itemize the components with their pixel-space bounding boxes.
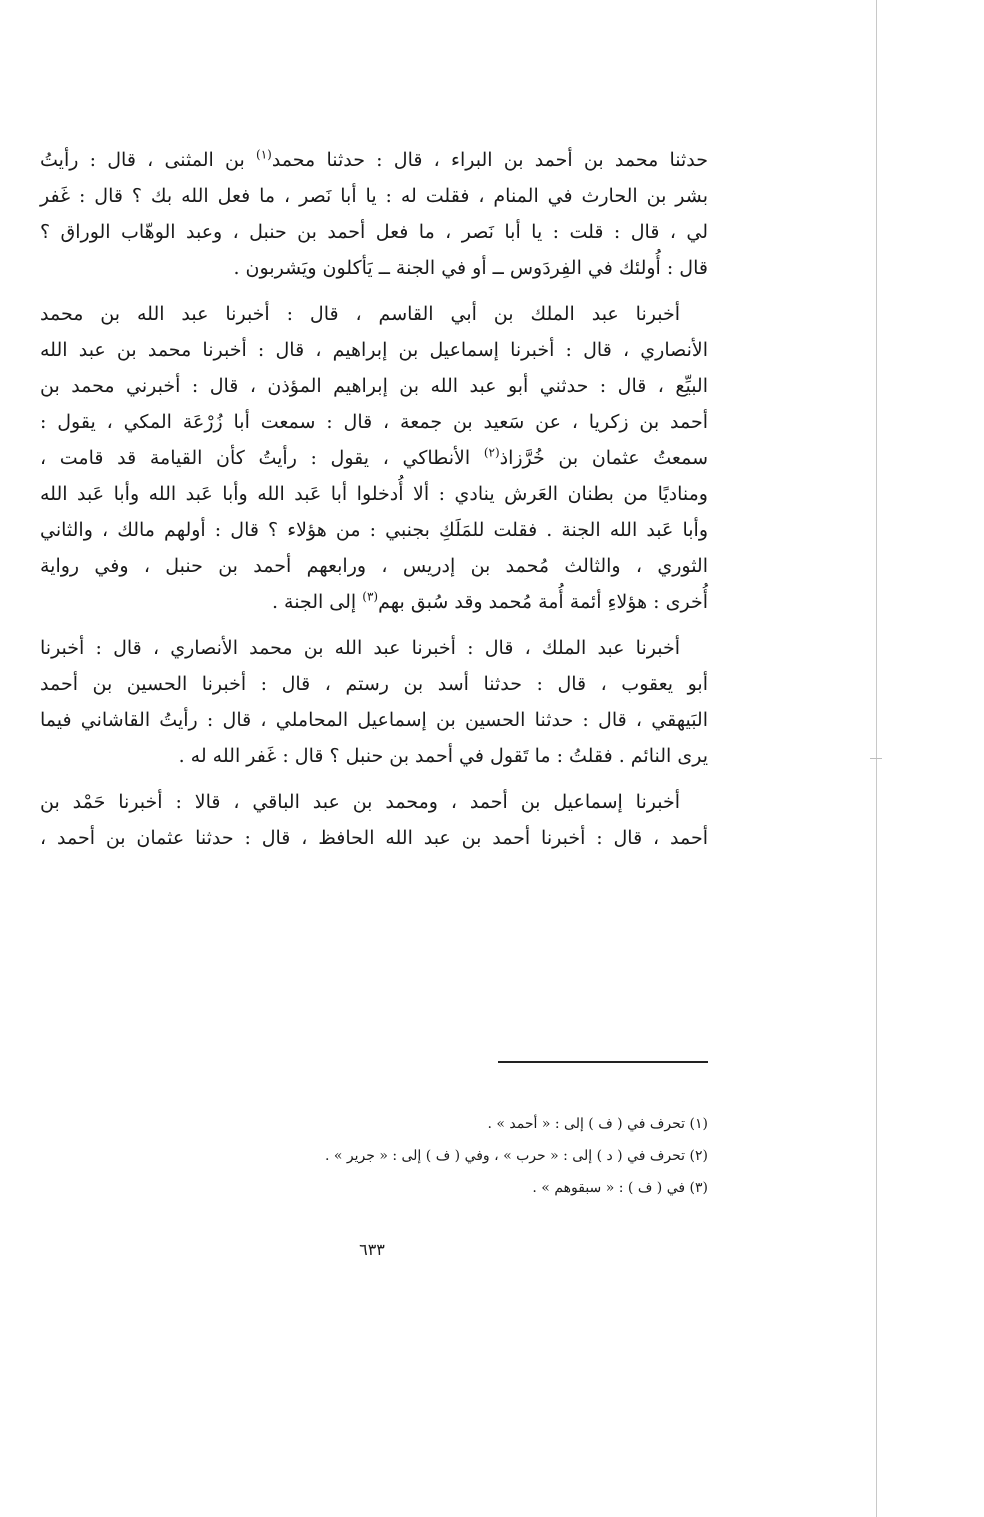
paragraph bbox=[40, 142, 708, 286]
main-text bbox=[40, 142, 708, 856]
text-line bbox=[40, 142, 708, 178]
text-line bbox=[40, 476, 708, 512]
paragraph-gap bbox=[40, 620, 708, 630]
text-run: أخبرنا عبد الملك ، قال : أخبرنا عبد الله بن محمد الأنصاري ، قال : أخبرنا bbox=[40, 637, 680, 659]
text-run: ومناديًا من بطنان العَرش ينادي : ألا أُدخلوا أبا عَبد الله وأبا عَبد الله وأبا عَبد الله bbox=[40, 483, 708, 505]
text-run: أبو يعقوب ، قال : حدثنا أسد بن رستم ، قال : أخبرنا الحسين بن أحمد bbox=[40, 673, 708, 695]
paragraph bbox=[40, 784, 708, 856]
text-line bbox=[40, 820, 708, 856]
paragraph bbox=[40, 296, 708, 620]
text-run: أخبرنا عبد الملك بن أبي القاسم ، قال : أخبرنا عبد الله بن محمد bbox=[40, 303, 680, 325]
text-line bbox=[40, 784, 708, 820]
text-line bbox=[40, 332, 708, 368]
footnote-3: (٣) في ( ف ) : « سبقوهم » . bbox=[532, 1180, 708, 1196]
footnote-1: (١) تحرف في ( ف ) إلى : « أحمد » . bbox=[487, 1116, 708, 1132]
text-run: إلى الجنة . bbox=[271, 591, 363, 613]
text-line bbox=[40, 666, 708, 702]
footnote-marker: (٢) bbox=[483, 445, 500, 460]
text-run: بشر بن الحارث في المنام ، فقلت له : يا أبا نَصر ، ما فعل الله بك ؟ قال : غَفر bbox=[40, 185, 708, 207]
text-line bbox=[40, 548, 708, 584]
text-run: الأنصاري ، قال : أخبرنا إسماعيل بن إبراهيم ، قال : أخبرنا محمد بن عبد الله bbox=[40, 339, 708, 361]
text-line bbox=[40, 214, 708, 250]
page-number: ٦٣٣ bbox=[359, 1240, 385, 1259]
text-run: البَيهقي ، قال : حدثنا الحسين بن إسماعيل المحاملي ، قال : رأيتُ القاشاني فيما bbox=[40, 709, 708, 731]
text-line bbox=[40, 738, 708, 774]
text-line bbox=[40, 250, 708, 286]
text-run: يرى النائم . فقلتُ : ما تَقول في أحمد بن حنبل ؟ قال : غَفر الله له . bbox=[178, 745, 708, 767]
text-run: الثوري ، والثالث مُحمد بن إدريس ، ورابعهم أحمد بن حنبل ، وفي رواية bbox=[40, 555, 708, 577]
text-line bbox=[40, 584, 708, 620]
text-line bbox=[40, 368, 708, 404]
footnote-marker: (٣) bbox=[362, 589, 379, 604]
text-run: البيِّع ، قال : حدثني أبو عبد الله بن إبراهيم المؤذن ، قال : أخبرني محمد بن bbox=[40, 375, 708, 397]
footnotes bbox=[200, 1108, 708, 1204]
text-run: أحمد بن زكريا ، عن سَعيد بن جمعة ، قال : سمعت أبا زُرْعَة المكي ، يقول : bbox=[40, 411, 708, 433]
text-run: أخبرنا إسماعيل بن أحمد ، ومحمد بن عبد الباقي ، قالا : أخبرنا حَمْد بن bbox=[40, 791, 680, 813]
text-run: قال : أُولئك في الفِردَوس ــ أو في الجنة ــ يَأكلون ويَشربون . bbox=[233, 257, 708, 279]
footnote-separator bbox=[498, 1061, 708, 1063]
scan-edge-tick bbox=[870, 758, 882, 759]
text-line bbox=[40, 296, 708, 332]
text-line bbox=[40, 404, 708, 440]
text-line bbox=[40, 512, 708, 548]
text-line bbox=[40, 178, 708, 214]
text-run: لي ، قال : قلت : يا أبا نَصر ، ما فعل أحمد بن حنبل ، وعبد الوهّاب الوراق ؟ bbox=[40, 221, 708, 243]
text-run: الأنطاكي ، يقول : رأيتُ كأن القيامة قد قامت ، bbox=[40, 447, 484, 469]
footnote-marker: (١) bbox=[256, 147, 272, 162]
text-run: أحمد ، قال : أخبرنا أحمد بن عبد الله الحافظ ، قال : حدثنا عثمان بن أحمد ، bbox=[40, 827, 708, 849]
text-run: سمعتُ عثمان بن خُرَّزاذ bbox=[499, 447, 708, 469]
text-run: أُخرى : هؤلاءِ أئمة أُمة مُحمد وقد سُبق بهم bbox=[378, 591, 708, 613]
text-line bbox=[40, 630, 708, 666]
paragraph bbox=[40, 630, 708, 774]
text-line bbox=[40, 440, 708, 476]
paragraph-gap bbox=[40, 774, 708, 784]
text-line bbox=[40, 702, 708, 738]
footnote-2: (٢) تحرف في ( د ) إلى : « حرب » ، وفي ( ف ) إلى : « جرير » . bbox=[324, 1148, 708, 1164]
text-run: بن المثنى ، قال : رأيتُ bbox=[40, 149, 256, 171]
text-run: حدثنا محمد بن أحمد بن البراء ، قال : حدثنا محمد bbox=[271, 149, 709, 171]
text-run: وأبا عَبد الله الجنة . فقلت للمَلَكِ بجنبي : من هؤلاء ؟ قال : أولهم مالك ، والثاني bbox=[40, 519, 708, 541]
paragraph-gap bbox=[40, 286, 708, 296]
